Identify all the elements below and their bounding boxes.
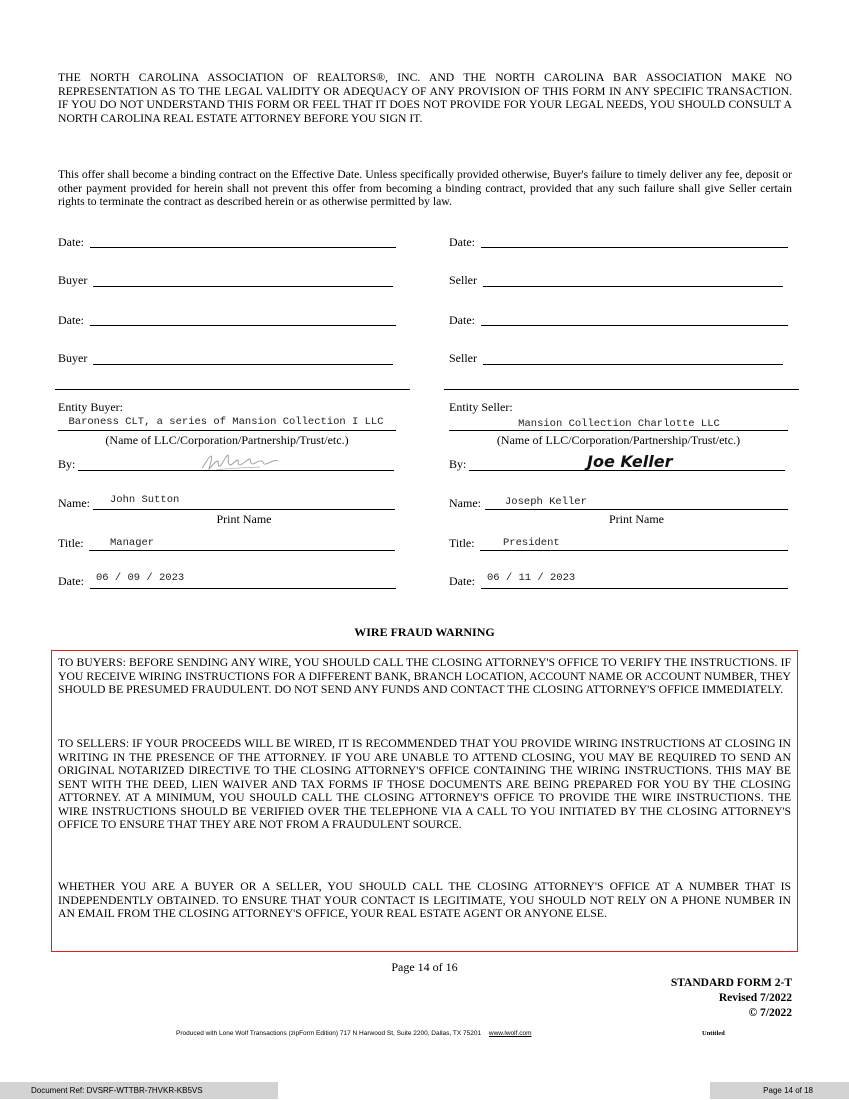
entity-buyer-name-label: Name: [58, 496, 90, 510]
buyer-signature-field-2[interactable] [93, 364, 393, 365]
buyer-date-field-2[interactable] [90, 325, 396, 326]
wire-fraud-sellers-text: TO SELLERS: IF YOUR PROCEEDS WILL BE WIRED, IT IS RECOMMENDED THAT YOU PROVIDE WIRING INSTRUCTIONS AT CLOSING IN WRITING IN THE PRESENCE OF THE ATTORNEY. IF YOU ARE UNABLE TO ATTEND CLOSING, YOU MAY BE REQUIRED TO SEND AN ORIGINAL NOTARIZED DIRECTIVE TO THE CLOSING ATTORNEY'S OFFICE CONTAINING THE WIRING INSTRUCTIONS. THIS MAY BE SENT WITH THE DEED, LIEN WAIVER AND TAX FORMS IF THOSE DOCUMENTS ARE BEING PREPARED FOR YOU BY THE CLOSING ATTORNEY. AT A MINIMUM, YOU SHOULD CALL THE CLOSING ATTORNEY'S OFFICE TO PROVIDE THE WIRE INSTRUCTIONS. THE WIRE INSTRUCTIONS SHOULD BE VERIFIED OVER THE TELEPHONE VIA A CALL TO YOU INITIATED BY THE CLOSING ATTORNEY'S OFFICE TO ENSURE THAT THEY ARE NOT FROM A FRAUDULENT SOURCE. [58, 737, 791, 831]
seller-signature: Joe Keller [587, 452, 673, 471]
buyer-date-label-2: Date: [58, 313, 84, 327]
page-number: Page 14 of 16 [391, 960, 458, 974]
entity-buyer-date-value: 06 / 09 / 2023 [96, 572, 185, 584]
seller-label-2: Seller [449, 351, 477, 365]
wire-fraud-all-text: WHETHER YOU ARE A BUYER OR A SELLER, YOU SHOULD CALL THE CLOSING ATTORNEY'S OFFICE AT A NUMBER THAT IS INDEPENDENTLY OBTAINED. TO ENSURE THAT YOUR CONTACT IS LEGITIMATE, YOU SHOULD NOT RELY ON A PHONE NUMBER IN AN EMAIL FROM THE CLOSING ATTORNEY'S OFFICE, YOUR REAL ESTATE AGENT OR ANYONE ELSE. [58, 880, 791, 920]
entity-seller-print-name: Joseph Keller [505, 496, 587, 508]
entity-buyer-date-label: Date: [58, 574, 84, 588]
seller-signature-field-2[interactable] [483, 364, 783, 365]
entity-seller-date-value: 06 / 11 / 2023 [487, 572, 576, 584]
entity-buyer-by-field[interactable] [78, 470, 394, 471]
entity-seller-title-value: President [503, 537, 560, 549]
entity-seller-label: Entity Seller: [449, 400, 513, 414]
buyer-date-label-1: Date: [58, 235, 84, 249]
buyer-label-2: Buyer [58, 351, 88, 365]
entity-buyer-name-field[interactable] [58, 430, 396, 431]
entity-seller-print-name-caption: Print Name [609, 512, 664, 526]
document-title: Untitled [702, 1030, 725, 1037]
entity-buyer-print-name-caption: Print Name [216, 512, 272, 526]
entity-buyer-label: Entity Buyer: [58, 400, 123, 414]
entity-buyer-divider [55, 389, 410, 390]
entity-buyer-date-field[interactable] [90, 588, 396, 589]
form-copyright: © 7/2022 [748, 1007, 792, 1019]
disclaimer-text: THE NORTH CAROLINA ASSOCIATION OF REALTORS®, INC. AND THE NORTH CAROLINA BAR ASSOCIATION MAKE NO REPRESENTATION AS TO THE LEGAL VALIDITY OR ADEQUACY OF ANY PROVISION OF THIS FORM IN ANY SPECIFIC TRANSACTION. IF YOU DO NOT UNDERSTAND THIS FORM OR FEEL THAT IT DOES NOT PROVIDE FOR YOUR LEGAL NEEDS, YOU SHOULD CONSULT A NORTH CAROLINA REAL ESTATE ATTORNEY BEFORE YOU SIGN IT. [58, 71, 792, 125]
entity-seller-name-field-line[interactable] [485, 509, 788, 510]
form-info [671, 976, 792, 1021]
entity-seller-name: Mansion Collection Charlotte LLC [518, 418, 720, 430]
form-name: STANDARD FORM 2-T [670, 977, 792, 989]
entity-buyer-title-value: Manager [110, 537, 155, 549]
buyer-label-1: Buyer [58, 273, 88, 287]
entity-seller-divider [444, 389, 799, 390]
entity-seller-name-caption: (Name of LLC/Corporation/Partnership/Trust/etc.) [496, 433, 741, 447]
envelope-page-bar: Page 14 of 18 [710, 1082, 849, 1099]
entity-seller-name-field[interactable] [449, 430, 788, 431]
seller-date-label-2: Date: [449, 313, 475, 327]
lwolf-link[interactable]: www.lwolf.com [488, 1030, 532, 1037]
produced-with: Produced with Lone Wolf Transactions (zipForm Edition) 717 N Harwood St, Suite 2200, Dallas, TX 75201 [176, 1030, 482, 1037]
entity-buyer-name-caption: (Name of LLC/Corporation/Partnership/Trust/etc.) [105, 433, 349, 447]
seller-signature-field-1[interactable] [483, 286, 783, 287]
entity-buyer-title-field[interactable] [89, 550, 395, 551]
entity-seller-by-field[interactable] [469, 470, 785, 471]
seller-date-field-1[interactable] [481, 247, 788, 248]
wire-fraud-buyers-text: TO BUYERS: BEFORE SENDING ANY WIRE, YOU SHOULD CALL THE CLOSING ATTORNEY'S OFFICE TO VERIFY THE INSTRUCTIONS. IF YOU RECEIVE WIRING INSTRUCTIONS FOR A DIFFERENT BANK, BRANCH LOCATION, ACCOUNT NAME OR ACCOUNT NUMBER, THEY SHOULD BE PRESUMED FRAUDULENT. DO NOT SEND ANY FUNDS AND CONTACT THE CLOSING ATTORNEY'S OFFICE IMMEDIATELY. [58, 656, 791, 696]
seller-date-field-2[interactable] [481, 325, 788, 326]
entity-seller-title-field[interactable] [480, 550, 788, 551]
produced-with-text [176, 1030, 532, 1037]
entity-buyer-title-label: Title: [58, 536, 84, 550]
entity-buyer-print-name: John Sutton [110, 494, 180, 506]
seller-date-label-1: Date: [449, 235, 475, 249]
binding-contract-text: This offer shall become a binding contract on the Effective Date. Unless specifically provided otherwise, Buyer's failure to timely deliver any fee, deposit or other payment provided for herein shall not prevent this offer from becoming a binding contract, provided that any such failure shall give Seller certain rights to terminate the contract as described herein or as otherwise permitted by law. [58, 168, 792, 208]
entity-buyer-name: Baroness CLT, a series of Mansion Collection I LLC [68, 416, 384, 428]
entity-seller-date-label: Date: [449, 574, 475, 588]
entity-buyer-by-label: By: [58, 457, 76, 471]
document-ref-bar: Document Ref: DVSRF-WTTBR-7HVKR-KB5VS [0, 1082, 278, 1099]
entity-seller-date-field[interactable] [481, 588, 788, 589]
entity-buyer-name-field-line[interactable] [93, 509, 395, 510]
entity-seller-by-label: By: [449, 457, 467, 471]
entity-seller-title-label: Title: [449, 536, 475, 550]
entity-seller-name-label: Name: [449, 496, 481, 510]
wire-fraud-heading: WIRE FRAUD WARNING [354, 625, 495, 639]
buyer-signature-field-1[interactable] [93, 286, 393, 287]
seller-label-1: Seller [449, 273, 477, 287]
form-revised: Revised 7/2022 [718, 992, 792, 1004]
buyer-date-field-1[interactable] [90, 247, 396, 248]
